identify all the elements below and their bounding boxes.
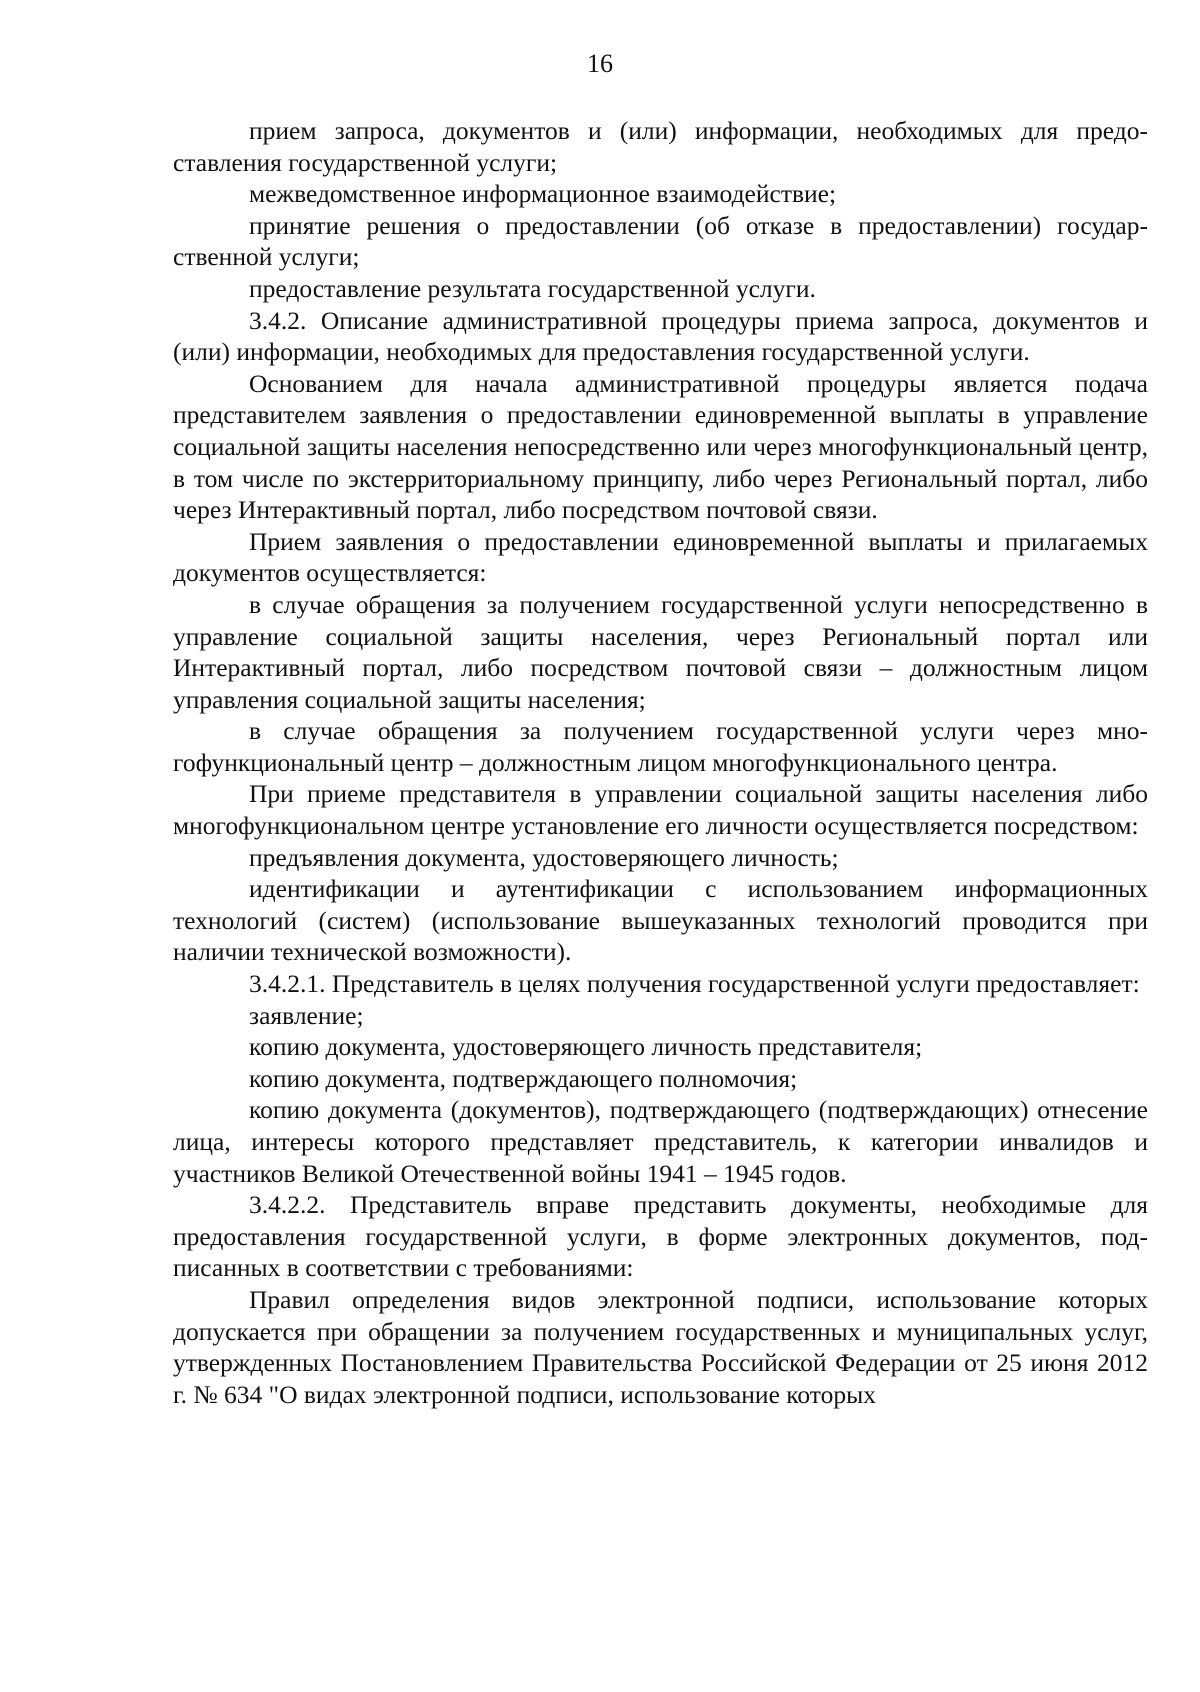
paragraph: 3.4.2.2. Представитель вправе представить документы, необходимые для предоставления государственной услуги, в форме электронных документов, подписанных в соответствии с требованиями:: [173, 1190, 1148, 1283]
paragraph: Прием заявления о предоставлении единовременной выплаты и прилагаемых документов осуществляется:: [173, 526, 1148, 588]
paragraph: в случае обращения за получением государственной услуги через многофункциональный центр – должностным лицом многофункционального центра.: [173, 716, 1148, 777]
paragraph: При приеме представителя в управлении социальной защиты населения либо многофункциональном центре установление его личности осуществляется посредством:: [173, 779, 1148, 841]
paragraph: предъявления документа, удостоверяющего личность;: [249, 842, 839, 872]
paragraph: 3.4.2.1. Представитель в целях получения государственной услуги предоставляет:: [249, 969, 1140, 999]
paragraph: копию документа, удостоверяющего личность представителя;: [249, 1032, 923, 1062]
paragraph: принятие решения о предоставлении (об отказе в предоставлении) государственной услуги;: [173, 210, 1148, 272]
paragraph: 3.4.2. Описание административной процедуры приема запроса, документов и (или) информации, необходимых для предоставления государственной услуги.: [173, 305, 1148, 367]
paragraph: межведомственное информационное взаимодействие;: [249, 179, 837, 209]
paragraph: предоставление результата государственной услуги.: [249, 273, 816, 303]
paragraph: копию документа (документов), подтверждающего (подтверждающих) отнесение лица, интересы которого представляет представитель, к категории инвалидов и участников Великой Отечественной войны 1941 – 1945 годов.: [173, 1095, 1148, 1188]
paragraph: Правил определения видов электронной подписи, использование которых допускается при обращении за получением государственных и муниципальных услуг, утвержденных Постановлением Правительства Российской Федерации от 25 июня 2012 г. № 634 "О видах электронной подписи, использование которых: [173, 1284, 1148, 1409]
paragraph: в случае обращения за получением государственной услуги непосредственно в управление социальной защиты населения, через Региональный портал или Интерактивный портал, либо посредством почтовой связи – должностным лицом управления социальной защиты населения;: [173, 589, 1148, 714]
paragraph: прием запроса, документов и (или) информации, необходимых для предоставления государственной услуги;: [173, 116, 1148, 177]
paragraph: идентификации и аутентификации с использованием информационных технологий (систем) (использование вышеуказанных технологий проводится при наличии технической возможности).: [173, 874, 1148, 967]
page-number: 16: [587, 49, 613, 78]
document-body: [173, 115, 1148, 1410]
paragraph: Основанием для начала административной процедуры является подача представителем заявления о предоставлении единовременной выплаты в управление социальной защиты населения непосредственно или через многофункциональный центр, в том числе по экстерриториальному принципу, либо через Региональный портал, либо через Интерактивный портал, либо посредством почтовой связи.: [173, 368, 1148, 525]
paragraph: копию документа, подтверждающего полномочия;: [249, 1063, 798, 1093]
paragraph: заявление;: [249, 1000, 364, 1030]
